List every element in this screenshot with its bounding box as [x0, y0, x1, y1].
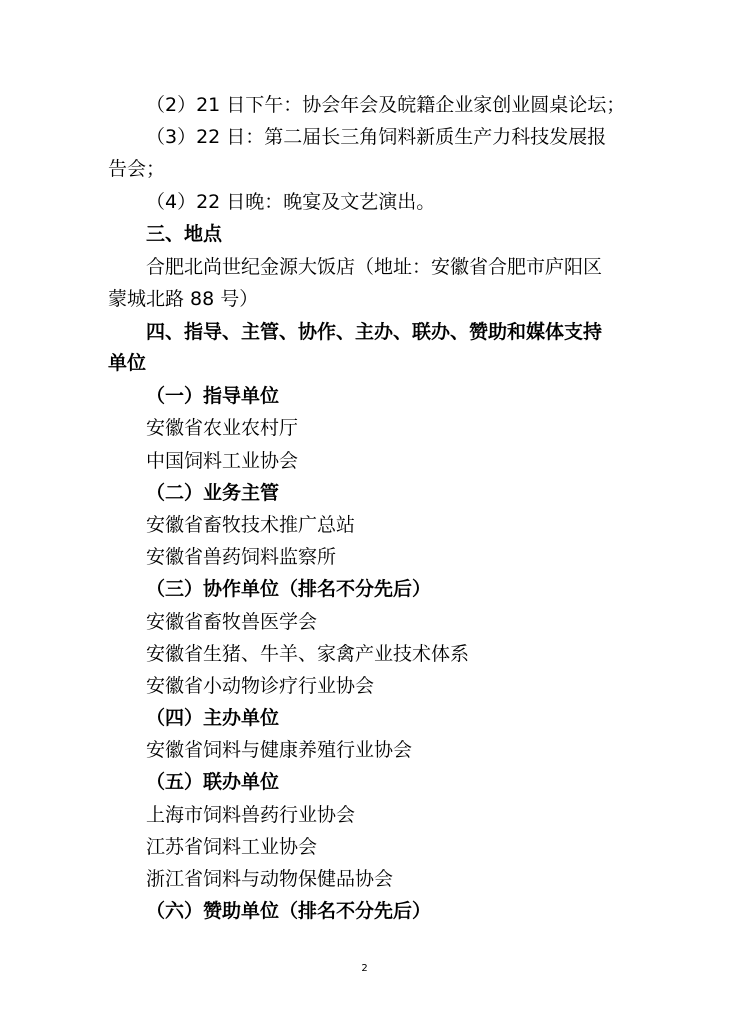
list-item: 中国饲料工业协会	[146, 450, 299, 472]
list-item: 安徽省生猪、牛羊、家禽产业技术体系	[146, 643, 470, 665]
list-item: 安徽省畜牧兽医学会	[146, 611, 318, 633]
location-text: 合肥北尚世纪金源大饭店（地址：安徽省合肥市庐阳区	[146, 256, 603, 278]
schedule-item-3-continued: 告会；	[108, 158, 166, 180]
list-item: 安徽省畜牧技术推广总站	[146, 514, 356, 536]
page-number: 2	[361, 963, 368, 974]
list-item: 上海市饲料兽药行业协会	[146, 804, 356, 826]
subheading-supervising-units: （二）业务主管	[146, 482, 280, 504]
section-heading-units: 四、指导、主管、协作、主办、联办、赞助和媒体支持	[146, 321, 603, 343]
subheading-cooperating-units: （三）协作单位（排名不分先后）	[146, 578, 432, 600]
section-heading-units-continued: 单位	[108, 352, 147, 374]
schedule-item-2: （2）21 日下午：协会年会及皖籍企业家创业圆桌论坛；	[146, 94, 626, 116]
list-item: 安徽省小动物诊疗行业协会	[146, 675, 375, 697]
location-text-continued: 蒙城北路 88 号）	[108, 288, 259, 310]
list-item: 安徽省饲料与健康养殖行业协会	[146, 739, 413, 761]
schedule-item-4: （4）22 日晚：晚宴及文艺演出。	[146, 191, 436, 213]
subheading-host-units: （四）主办单位	[146, 707, 280, 729]
list-item: 江苏省饲料工业协会	[146, 836, 318, 858]
subheading-sponsor-units: （六）赞助单位（排名不分先后）	[146, 900, 432, 922]
list-item: 浙江省饲料与动物保健品协会	[146, 868, 394, 890]
subheading-co-host-units: （五）联办单位	[146, 771, 280, 793]
schedule-item-3: （3）22 日：第二届长三角饲料新质生产力科技发展报	[146, 126, 607, 148]
list-item: 安徽省农业农村厅	[146, 417, 299, 439]
subheading-guidance-units: （一）指导单位	[146, 385, 280, 407]
list-item: 安徽省兽药饲料监察所	[146, 546, 337, 568]
section-heading-location: 三、地点	[146, 223, 223, 245]
